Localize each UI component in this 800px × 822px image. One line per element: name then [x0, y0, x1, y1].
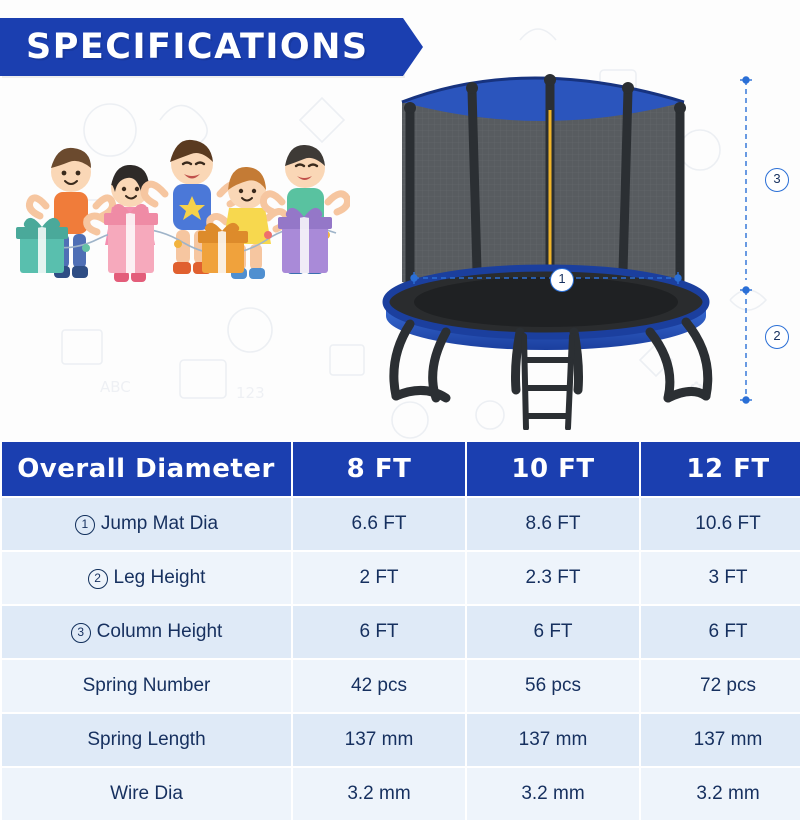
cell-spring-length-8ft: 137 mm — [292, 713, 466, 767]
svg-text:ABC: ABC — [100, 378, 131, 396]
table-body — [1, 497, 800, 821]
row-label-spring-number: Spring Number — [1, 659, 292, 713]
row-label-jump-mat-dia — [1, 497, 292, 551]
header-8ft: 8 FT — [292, 441, 466, 497]
cell-spring-length-12ft: 137 mm — [640, 713, 800, 767]
banner-title: SPECIFICATIONS — [26, 27, 369, 67]
row-label-leg-height — [1, 551, 292, 605]
cell-column-height-8ft: 6 FT — [292, 605, 466, 659]
label-text: Jump Mat Dia — [100, 513, 219, 534]
cell-spring-number-10ft: 56 pcs — [466, 659, 640, 713]
cell-wire-dia-12ft: 3.2 mm — [640, 767, 800, 821]
cell-spring-number-12ft: 72 pcs — [640, 659, 800, 713]
cell-jump-mat-dia-10ft: 8.6 FT — [466, 497, 640, 551]
header-10ft: 10 FT — [466, 441, 640, 497]
gifts-illustration — [12, 195, 342, 285]
cell-column-height-10ft: 6 FT — [466, 605, 640, 659]
table-row — [1, 497, 800, 551]
callout-2: 2 — [765, 325, 789, 349]
cell-wire-dia-10ft: 3.2 mm — [466, 767, 640, 821]
badge-icon: 2 — [88, 569, 108, 589]
cell-spring-length-10ft: 137 mm — [466, 713, 640, 767]
header-12ft: 12 FT — [640, 441, 800, 497]
cell-spring-number-8ft: 42 pcs — [292, 659, 466, 713]
cell-leg-height-8ft: 2 FT — [292, 551, 466, 605]
cell-wire-dia-8ft: 3.2 mm — [292, 767, 466, 821]
table-header-row — [1, 441, 800, 497]
table-row — [1, 551, 800, 605]
badge-icon: 3 — [71, 623, 91, 643]
row-label-spring-length: Spring Length — [1, 713, 292, 767]
table-header — [1, 441, 800, 497]
svg-text:123: 123 — [236, 384, 265, 402]
header-overall-diameter: Overall Diameter — [1, 441, 292, 497]
cell-leg-height-10ft: 2.3 FT — [466, 551, 640, 605]
callout-3: 3 — [765, 168, 789, 192]
cell-column-height-12ft: 6 FT — [640, 605, 800, 659]
svg-text:✿: ✿ — [690, 378, 703, 396]
specifications-table — [0, 440, 800, 822]
cell-leg-height-12ft: 3 FT — [640, 551, 800, 605]
cell-jump-mat-dia-12ft: 10.6 FT — [640, 497, 800, 551]
cell-jump-mat-dia-8ft: 6.6 FT — [292, 497, 466, 551]
label-text: Leg Height — [113, 567, 206, 588]
row-label-wire-dia: Wire Dia — [1, 767, 292, 821]
table-row — [1, 767, 800, 821]
specifications-banner — [0, 18, 403, 76]
table-row — [1, 713, 800, 767]
label-text: Column Height — [96, 621, 223, 642]
callout-1: 1 — [550, 268, 574, 292]
table-row — [1, 659, 800, 713]
table-row — [1, 605, 800, 659]
row-label-column-height — [1, 605, 292, 659]
trampoline-product-illustration — [350, 40, 790, 430]
badge-icon: 1 — [75, 515, 95, 535]
